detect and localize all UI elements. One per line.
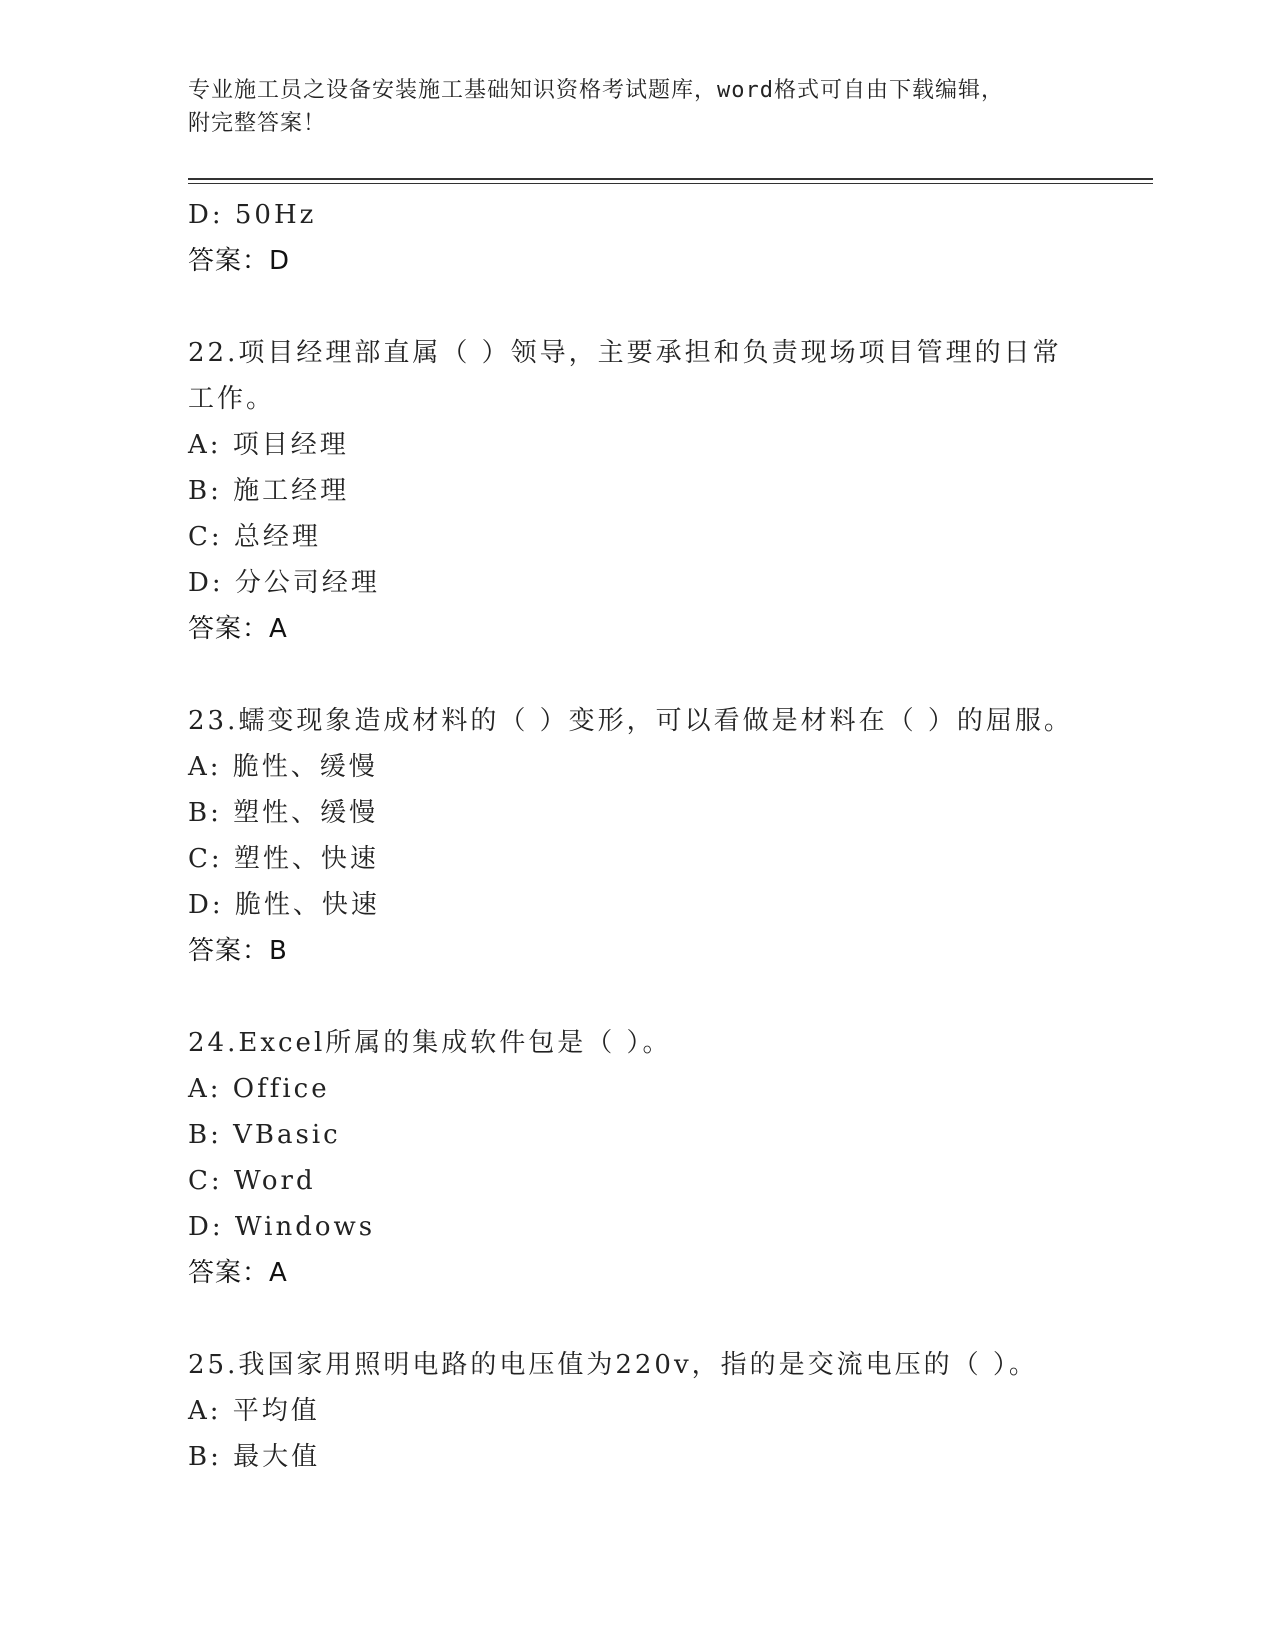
option-d: D: 分公司经理 (188, 568, 380, 598)
option-b: B: VBasic (188, 1120, 341, 1150)
answer-line: 答案：A (188, 1258, 288, 1288)
option-b: B: 施工经理 (188, 476, 350, 506)
header-divider-thick (188, 178, 1153, 180)
answer-line: 答案：D (188, 246, 291, 276)
question-stem: 25.我国家用照明电路的电压值为220v，指的是交流电压的（ ）。 (188, 1350, 1038, 1380)
header-line-2: 附完整答案！ (188, 111, 327, 136)
option-d: D: 50Hz (188, 200, 317, 230)
option-c: C: Word (188, 1166, 316, 1196)
question-stem: 23.蠕变现象造成材料的（ ）变形，可以看做是材料在（ ）的屈服。 (188, 706, 1073, 736)
question-stem: 22.项目经理部直属（ ）领导，主要承担和负责现场项目管理的日常 (188, 338, 1062, 368)
document-header (188, 74, 1088, 140)
option-a: A: 脆性、缓慢 (188, 752, 378, 782)
question-list (188, 192, 1108, 1480)
header-line-1: 专业施工员之设备安装施工基础知识资格考试题库，word格式可自由下载编辑， (188, 78, 1004, 103)
header-divider-thin (188, 183, 1153, 184)
option-a: A: 项目经理 (188, 430, 349, 460)
question-24 (188, 1020, 1108, 1296)
answer-line: 答案：A (188, 614, 288, 644)
answer-line: 答案：B (188, 936, 288, 966)
option-d: D: 脆性、快速 (188, 890, 380, 920)
option-b: B: 塑性、缓慢 (188, 798, 379, 828)
option-c: C: 总经理 (188, 522, 321, 552)
question-stem: 24.Excel所属的集成软件包是（ ）。 (188, 1028, 672, 1058)
question-23 (188, 698, 1108, 974)
option-b: B: 最大值 (188, 1442, 321, 1472)
question-stem-continued: 工作。 (188, 384, 276, 414)
option-a: A: Office (188, 1074, 330, 1104)
option-c: C: 塑性、快速 (188, 844, 379, 874)
question-25 (188, 1342, 1108, 1480)
question-22 (188, 330, 1108, 652)
option-a: A: 平均值 (188, 1396, 320, 1426)
option-d: D: Windows (188, 1212, 376, 1242)
